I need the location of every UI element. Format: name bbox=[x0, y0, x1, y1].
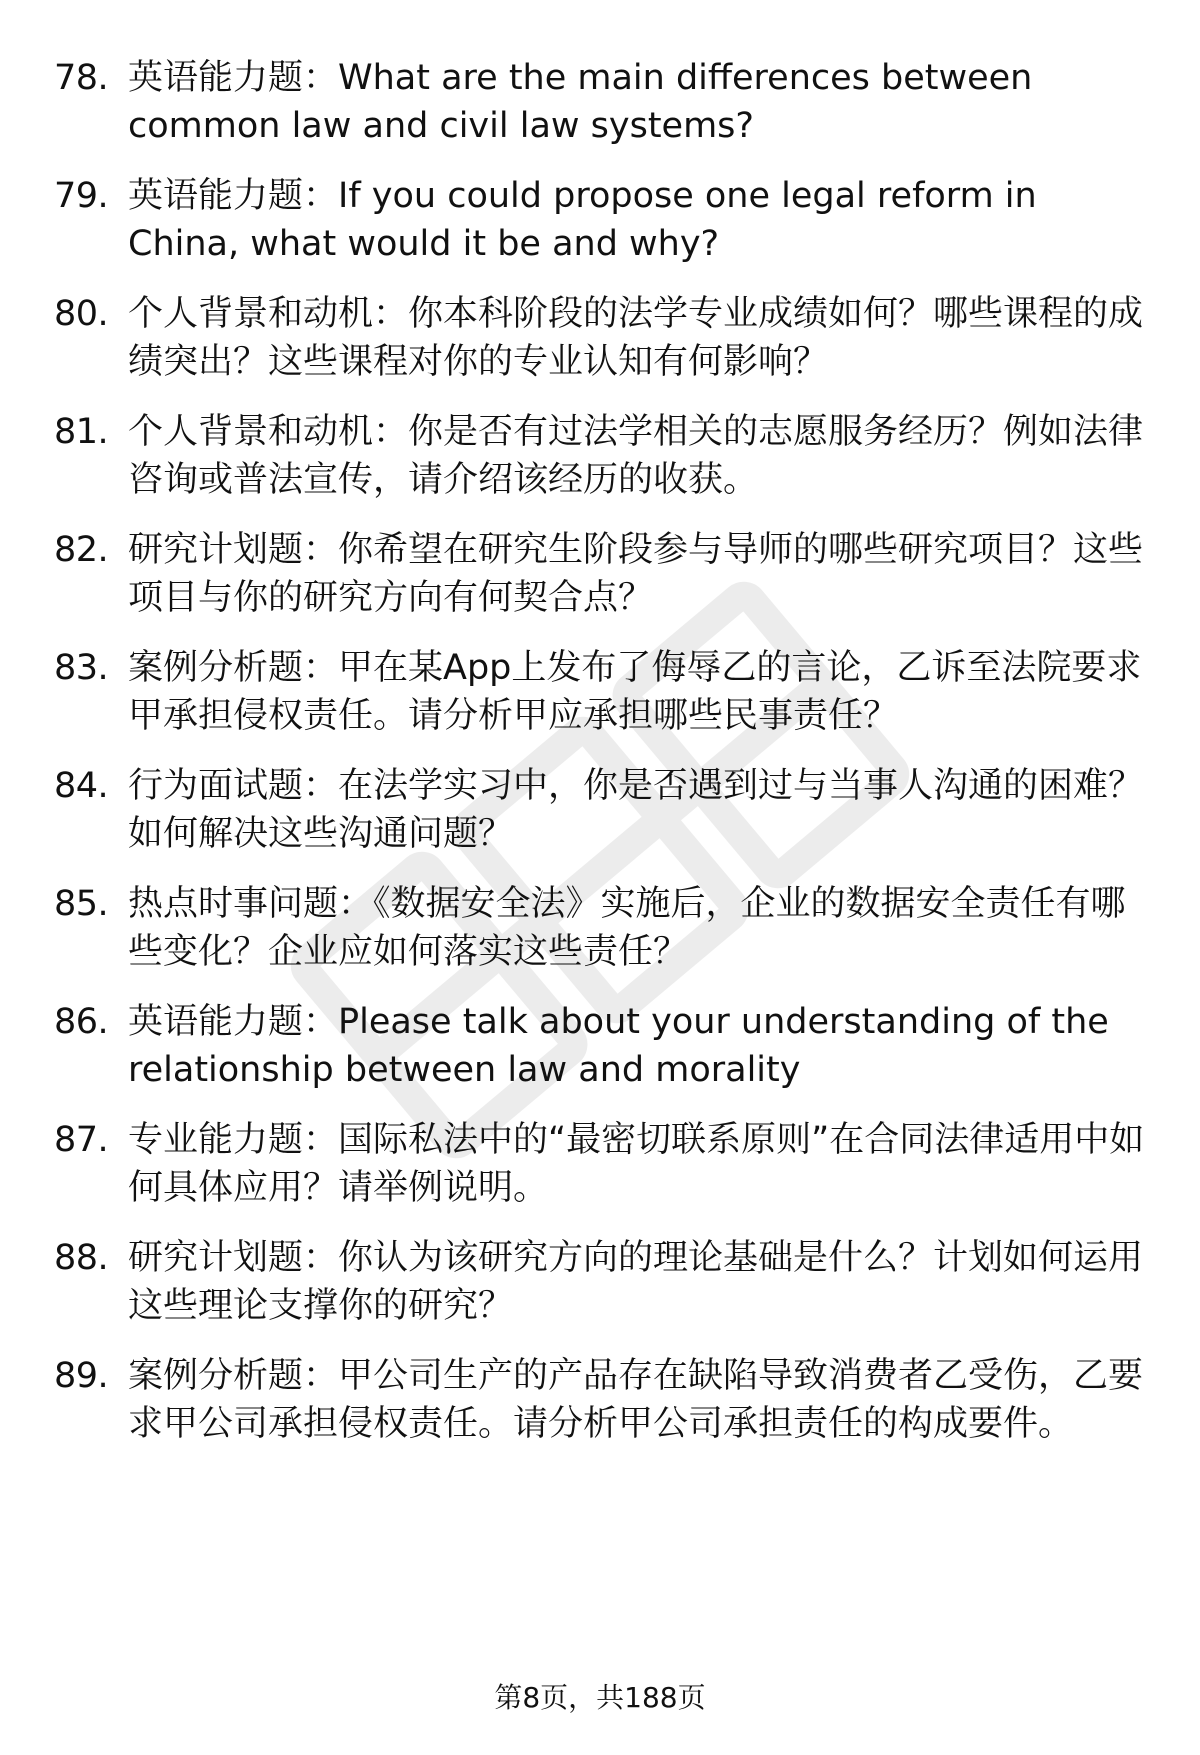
question-number: 81. bbox=[54, 412, 109, 452]
question-item bbox=[0, 1116, 1200, 1226]
question-number: 79. bbox=[54, 176, 109, 216]
question-number: 83. bbox=[54, 648, 109, 688]
question-item bbox=[0, 172, 1200, 282]
question-text: 专业能力题：国际私法中的“最密切联系原则”在合同法律适用中如何具体应用？请举例说明。 bbox=[128, 1120, 1145, 1208]
question-text: 行为面试题：在法学实习中，你是否遇到过与当事人沟通的困难？如何解决这些沟通问题？ bbox=[128, 766, 1144, 854]
question-number: 78. bbox=[54, 58, 109, 98]
question-item bbox=[0, 408, 1200, 518]
question-text: 案例分析题：甲公司生产的产品存在缺陷导致消费者乙受伤，乙要求甲公司承担侵权责任。请分析甲公司承担责任的构成要件。 bbox=[128, 1356, 1144, 1444]
question-text: 英语能力题：If you could propose one legal reform in China, what would it be and why? bbox=[128, 176, 1037, 264]
question-text: 案例分析题：甲在某App上发布了侮辱乙的言论，乙诉至法院要求甲承担侵权责任。请分析甲应承担哪些民事责任？ bbox=[128, 648, 1142, 736]
question-number: 86. bbox=[54, 1002, 109, 1042]
question-item bbox=[0, 290, 1200, 400]
question-item bbox=[0, 880, 1200, 990]
question-text: 研究计划题：你认为该研究方向的理论基础是什么？计划如何运用这些理论支撑你的研究？ bbox=[128, 1238, 1144, 1326]
question-item bbox=[0, 1352, 1200, 1462]
question-number: 87. bbox=[54, 1120, 109, 1160]
question-item bbox=[0, 998, 1200, 1108]
question-item bbox=[0, 644, 1200, 754]
question-number: 80. bbox=[54, 294, 109, 334]
question-number: 82. bbox=[54, 530, 109, 570]
question-number: 84. bbox=[54, 766, 109, 806]
question-text: 热点时事问题：《数据安全法》实施后，企业的数据安全责任有哪些变化？企业应如何落实这些责任？ bbox=[128, 884, 1126, 972]
question-item bbox=[0, 762, 1200, 872]
page-footer: 第8页，共188页 bbox=[494, 1681, 706, 1714]
question-item bbox=[0, 1234, 1200, 1344]
question-text: 研究计划题：你希望在研究生阶段参与导师的哪些研究项目？这些项目与你的研究方向有何契合点？ bbox=[128, 530, 1144, 618]
question-text: 个人背景和动机：你本科阶段的法学专业成绩如何？哪些课程的成绩突出？这些课程对你的专业认知有何影响？ bbox=[128, 294, 1144, 382]
question-number: 85. bbox=[54, 884, 109, 924]
question-text: 英语能力题：Please talk about your understanding of the relationship between law and morality bbox=[128, 1002, 1109, 1090]
question-number: 89. bbox=[54, 1356, 109, 1396]
question-text: 英语能力题：What are the main differences between common law and civil law systems? bbox=[128, 58, 1033, 146]
question-item bbox=[0, 54, 1200, 164]
question-number: 88. bbox=[54, 1238, 109, 1278]
question-text: 个人背景和动机：你是否有过法学相关的志愿服务经历？例如法律咨询或普法宣传，请介绍该经历的收获。 bbox=[128, 412, 1144, 500]
question-item bbox=[0, 526, 1200, 636]
